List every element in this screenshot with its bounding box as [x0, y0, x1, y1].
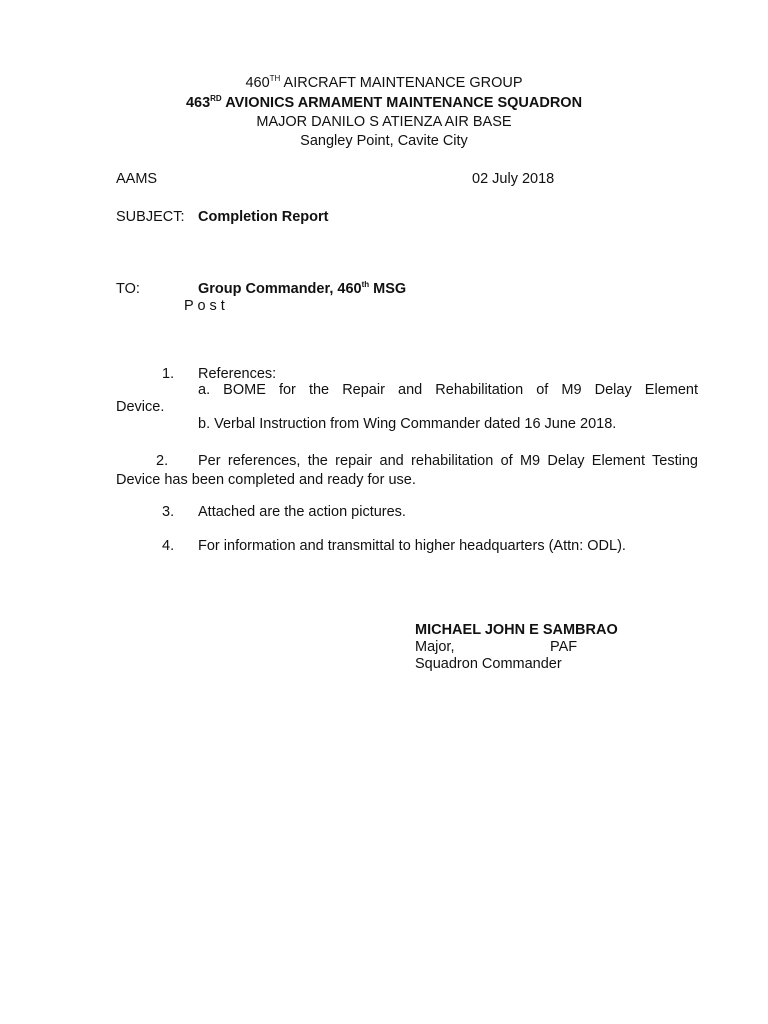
recipient-title: Group Commander, 460	[198, 281, 362, 297]
header-base-line: MAJOR DANILO S ATIENZA AIR BASE	[256, 114, 512, 130]
squadron-name: AVIONICS ARMAMENT MAINTENANCE SQUADRON	[221, 95, 583, 111]
para-1-title: References:	[198, 366, 277, 382]
to-recipient	[198, 281, 406, 297]
squadron-number-suffix: RD	[210, 94, 222, 103]
header-group-line	[0, 75, 768, 91]
signatory-service: PAF	[550, 639, 578, 655]
letter-date: 02 July 2018	[472, 171, 555, 187]
para-1-number: 1.	[162, 366, 175, 382]
subject-value: Completion Report	[198, 209, 329, 225]
header-squadron-line	[0, 95, 768, 111]
para-2-line-2: Device has been completed and ready for use.	[116, 472, 416, 488]
office-code: AAMS	[116, 171, 158, 187]
signatory-name: MICHAEL JOHN E SAMBRAO	[415, 622, 618, 638]
para-4-number: 4.	[162, 538, 175, 554]
recipient-unit: MSG	[369, 281, 407, 297]
squadron-number: 463	[185, 95, 211, 111]
para-2-number: 2.	[156, 453, 169, 469]
recipient-suffix: th	[361, 280, 370, 289]
reference-b: b. Verbal Instruction from Wing Commander dated 16 June 2018.	[198, 416, 617, 432]
subject-label: SUBJECT:	[116, 209, 185, 225]
group-number-suffix: TH	[269, 74, 281, 83]
to-label: TO:	[116, 281, 140, 297]
reference-a-continued: Device.	[116, 399, 165, 415]
group-name: AIRCRAFT MAINTENANCE GROUP	[280, 75, 523, 91]
reference-a: a. BOME for the Repair and Rehabilitation of M9 Delay Element	[198, 382, 698, 398]
header-location-line: Sangley Point, Cavite City	[300, 133, 468, 149]
group-number: 460	[245, 75, 270, 91]
para-4-text: For information and transmittal to higher headquarters (Attn: ODL).	[198, 538, 626, 554]
para-2-line-1: Per references, the repair and rehabilitation of M9 Delay Element Testing	[198, 453, 698, 469]
para-3-number: 3.	[162, 504, 175, 520]
signatory-rank: Major,	[415, 639, 455, 655]
to-post: P o s t	[184, 298, 225, 314]
signatory-title: Squadron Commander	[415, 656, 562, 672]
para-3-text: Attached are the action pictures.	[198, 504, 406, 520]
